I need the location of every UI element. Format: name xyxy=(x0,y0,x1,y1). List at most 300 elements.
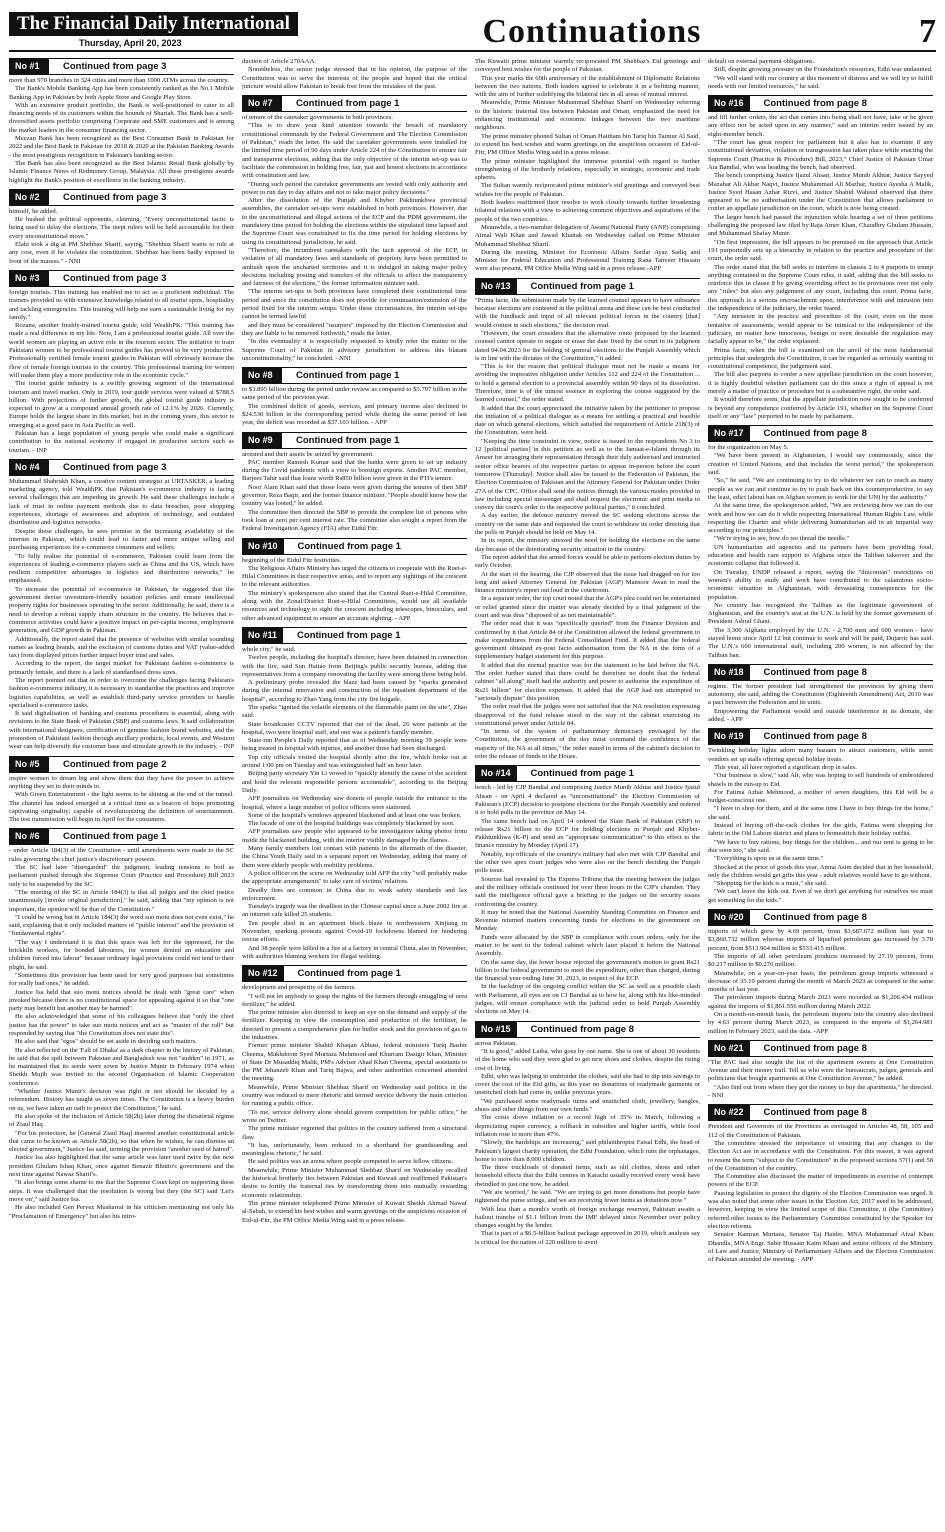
story-body xyxy=(475,58,700,274)
paragraph: arrested and their assets be seized by government. xyxy=(242,450,374,458)
paragraph: To increase the potential of e-commerce in Pakistan, he suggested that the government devise investment-friendly taxation policies and ensure intellectual property rights for businesses operating in the sector. Additionally, he said, there is a need to develop a robust supply chain structure in the country. He believes that e-commerce activities could have a positive impact on per-capita income, employment generation, and GDP growth in Pakistan. xyxy=(9,585,234,635)
story-header xyxy=(9,756,234,773)
paragraph: The larger bench had passed the injunction while hearing a set of three petitions challenging the proposed law filed by Raja Amer Khan, Chaudhry Ghulam Hussain, and Muhammad Shafay Munir. xyxy=(708,213,933,238)
paragraph: The prime minister telephoned Prime Minister of Kuwait Sheikh Ahmad Nawaf al-Sabah, to extend his best wishes and warm greetings on the auspicious occasion of Eid-ul-Fitr, the PM Office Media Wing said in a press release. xyxy=(242,1199,467,1224)
paragraph: development and prosperity of the farmers. xyxy=(242,984,356,992)
paragraph: "The court has great respect for parliament but it also has to examine if any constitutional deviation, violation or transgression has taken place while enacting the Supreme Court (Practice & Procedure) Bill, 2023," Chief Justice of Pakistan Umar Ata Bandial, who was heading the bench, had observed. xyxy=(708,139,933,171)
paragraph: It added that the court appreciated the initiative taken by the petitioner to propose the initiation of a political dialogue as a means for settling a practical and feasible date on which general elections, which satisfied the requirement of Article 218(3) of the Constitution, were held. xyxy=(475,404,700,437)
paragraph: That is part of a $6.5-billion bailout package approved in 2019, which analysts say is critical for the nation of 220 million to avert xyxy=(475,1230,700,1246)
paragraph: "During such period the caretaker governments are vested with only authority and power to run day to day affairs and not to take major policy decisions." xyxy=(242,180,467,196)
paragraph: The bill also purports to confer a new appellate jurisdiction on the court however, it is highly doubtful whether parliament can do this since a right of appeal is not merely a matter of practice or procedure but is a substantive right, the order said. xyxy=(708,371,933,395)
paragraph: The report added that the armed forces would be able to perform election duties by early October. xyxy=(475,553,700,570)
paragraph: The order stated that the bill seeks to interfere in clauses 2 to 4 purports to trump anything contained in the Supreme Court rules, it said, adding that the bill seeks to reinforce this in clause 8 by giving overriding effect to its provisions over not only any "rules" but also any judgement of any court, including this court. Prima facie, this approach is a serious encroachment upon, interference with and intrusion into the independence of the judiciary, the order feared. xyxy=(708,263,933,313)
story-header xyxy=(708,1040,933,1057)
paragraph: On a month-on-month basis, the petroleum imports into the country also declined by 4.63 percent during March 2023, as compared to the imports of $1,264.981 million in February 2023, said the data. -APP xyxy=(708,1010,933,1035)
paragraph: The Bank has also been recognized as the Best Islamic Retail Bank globally by Islamic Finance News of Redmoney Group, Malaysia. All these prestigious awards highlight the Bank's position of excellence in the banking industry. xyxy=(9,159,234,184)
paragraph: PAC member Ramesh Kumar said that the banks were given to set up industry during the Covid pandemic with a view to boostign exports. Another PAC member, Barjees Tahir said that loans worth Rs850 billion were given in the PTI's tenure. xyxy=(242,458,467,483)
paragraph: Sources had revealed to The Express Tribune that the meeting between the judges and the military officials continued for over three hours in the CJP's chamber. They said the intelligence official gave a briefing to the judges on the security issues confronting the country. xyxy=(475,875,700,908)
continued-from-label: Continued from page 3 xyxy=(63,191,167,203)
paragraph: In its report, the ministry stressed the need for holding the elections on the same day because of the deteriorating security situation in the country. xyxy=(475,537,700,553)
story xyxy=(708,909,933,1036)
paragraph: Instead of buying off-the-rack clothes for the girls, Fatima went shopping for fabric in the Old Lahore district and plans to homestitch their holiday outfits. xyxy=(708,822,933,838)
story-body xyxy=(9,208,234,266)
paragraph: "It is good," added Laiba, who goes by one name. She is one of about 30 residents of the home who said they were glad to get new shoes and clothes, despite the rising cost of living. xyxy=(475,1047,700,1072)
story xyxy=(708,95,933,421)
story-body xyxy=(242,58,467,91)
paragraph: Senator Kamran Murtaza, Senator Taj Haider, MNA Muhammad Afzal Khan Dhandla, MNA Engr. Sabir Hussain Kaim Khani and senior officers of the Ministry of Law and Justice, Ministry of Parliamentary Affairs and the Election Commission of Pakistan attended the meeting. - APP xyxy=(708,1231,933,1264)
story xyxy=(708,664,933,724)
story xyxy=(9,270,234,455)
paragraph: Deadly fires are common in China due to weak safety standards and lax enforcement. xyxy=(242,886,467,902)
story-number: No #4 xyxy=(9,460,49,475)
story-body xyxy=(475,297,700,762)
column-4 xyxy=(708,58,933,1530)
story-number: No #20 xyxy=(708,910,750,925)
paragraph: "Our business is slow," said Ali, who was hoping to sell hundreds of embroidered shawls in the run-up to Eid. xyxy=(708,772,933,788)
story-header xyxy=(242,432,467,449)
paragraph: The SC had later "disregarded" the judgment, leading tensions to boil as parliament pushed through the Supreme Court (Practice and Procedure) Bill 2023 only to be suspended by the SC. xyxy=(9,864,234,888)
paragraph: duction of Article 270AAA. xyxy=(242,58,316,65)
story xyxy=(242,538,467,623)
story-body xyxy=(242,386,467,427)
paragraph: "Any intrusion in the practice and procedure of the court, even on the most tentative of assessments, would appear to be inimical to the independence of the judiciary, no matter how innocuous, benign or even desirable the regulation may facially appear to be," the order explained. xyxy=(708,313,933,346)
paragraph: of tenure of the caretaker governments in both provinces. xyxy=(242,114,394,122)
paragraph: "Therefore, the incumbent caretakers with the tacit approval of the ECP, in violation of all mandatory laws and standards of propriety have been permitted to ambush upon the uncharted territories and it is indulged in taking major policy decisions including posting and transfers of the officials to affect the transparency and fairness of the elections," the former information minister said. xyxy=(242,246,467,288)
story-body xyxy=(9,847,234,1220)
page-number: 7 xyxy=(918,13,936,50)
story xyxy=(9,459,234,752)
paragraph: The prime minister highlighted the immense potential with regard to further strengthening of the brotherly relations, especially in strategic, economic and trade spheres. xyxy=(475,157,700,182)
story xyxy=(9,189,234,266)
story xyxy=(708,1104,933,1264)
paragraph: "However, the court considers that the alternative route proposed by the learned counsel cannot operate to negate or erase the date fixed by the court in its judgment dated 04.04.2023 for the holding of general elections to the Punjab Assembly which is in line with the dictates of the Constitution," it added. xyxy=(475,329,700,362)
story-number: No #18 xyxy=(708,665,750,680)
paragraph: The petroleum imports during March 2023 were recorded as $1,206.434 million against the imports of $1,861.556 million during March 2022. xyxy=(708,994,933,1010)
paragraph: The combined deficit of goods, services, and primary income also declined to $24.530 billion in the corresponding period while during the same period of last year, the deficit was recorded at $37.103 billion. - APP xyxy=(242,402,467,427)
paragraph: Muhammad Shahrukh Khan, a creative content strategist at URTASKER, a leading marketing agency, told WealthPK that Pakistan's e-commerce industry is facing several challenges that are impeding its growth. He said these challenges include a lack of trust in online payment methods due to data breaches, poor shopping experiences, shortage of awareness and adoption of technology, and outdated distribution and logistics networks. xyxy=(9,477,234,527)
paragraph: Beijing party secretary Yin Li vowed to "quickly identify the cause of the accident and hold the relevant responsible persons accountable", according to the Beijing Daily. xyxy=(242,770,467,794)
paragraph: inspire women to dream big and show them that they have the power to achieve anything they set to their minds to. xyxy=(9,774,234,790)
story xyxy=(242,432,467,534)
story-header xyxy=(9,270,234,287)
paragraph: bench - led by CJP Bandial and comprising Justice Munib Akhtar and Justice Ijazul Ahsan - on April 4 declared as "unconstitutional" the Election Commission of Pakistan's (ECP) decision to postpone elections for the Punjab Assembly and ordered it to hold polls in the province on May 14. xyxy=(475,784,700,817)
paragraph: Additionally, the report stated that the presence of websites with similar sounding names as leading brands, and the exclusion of customs duties and VAT (value-added tax) from displayed prices further impact buyer trust and sales. xyxy=(9,635,234,660)
paragraph: "We can't leave the kids out. Even if we don't get anything for ourselves we must get something for the kids." xyxy=(708,888,933,904)
paragraph: In a separate order, the top court noted that the AGP's plea could not be entertained or relief granted since the matter was already decided by a final judgment of the court and was thus "disposed of as not maintainable". xyxy=(475,595,700,619)
paragraph: "On first impression, the bill appears to be premised on the approach that Article 191 purportedly sets up a hierarchy in relation to the practice and procedure of the court, the order said. xyxy=(708,238,933,263)
paragraph: In the backdrop of the ongoing conflict within the SC as well as a possible clash with Parliament, all eyes are on CJ Bandial as to how he, along with his like-minded judges, will ensure compliance with the judicial order to hold Punjab Assembly elections on May 14. xyxy=(475,983,700,1016)
paragraph: "The meeting of the SC in Article 184(3) is that all judges and the chief justice unanimously [invoke original jurisdiction]," he said, adding that "my opinion is not important, the opinion will be that of the Constitution." xyxy=(9,888,234,913)
story xyxy=(9,58,234,185)
paragraph: During the meeting, Minister for Economic Affairs Sardar Ayaz Sadiq and Minister for Federal Education and Professional Training Rana Tanveer Hussain were also present, PM Office Media Wing said in a press release.-APP xyxy=(475,248,700,273)
paragraph: Pakistan has a large population of young people who could make a significant contribution to the national economy if engaged in productive sectors such as tourism. - INP xyxy=(9,429,234,454)
story-header xyxy=(708,728,933,745)
continued-from-label: Continued from page 2 xyxy=(63,758,167,770)
paragraph: "I have to shop for them, and at the same time I have to buy things for the home," she said. xyxy=(708,805,933,821)
paragraph: A preliminary probe revealed the blaze had been caused by "sparks generated during the internal renovation and construction of the inpatient department of the hospital", according to Zhao Yang from the city fire brigade. xyxy=(242,679,467,703)
paragraph: Ten people died in an apartment block blaze in northwestern Xinjiang in November, sparking protests against Covid-19 lockdowns blamed for hindering rescue efforts. xyxy=(242,919,467,944)
paragraph: The 3,300 Afghans employed by the U.N. - 2,700 men and 600 women - have stayed home since April 12 but continue to work and will be paid, Dujarric has said. The U.N.'s 600 international staff, including 200 women, is not affected by the Taliban ban. xyxy=(708,626,933,659)
continued-from-label: Continued from page 8 xyxy=(763,1107,867,1119)
continued-from-label: Continued from page 1 xyxy=(297,629,401,641)
story xyxy=(475,278,700,762)
story-header xyxy=(708,1104,933,1121)
paragraph: The order read that it was "specifically queried" from the Finance Division and confirmed by it that Article 84 of the Constitution allowed the federal government to make expenditures from the Federal Consolidated Fund. It added that the federal government obtained ex-post facto authorisation from the NA in the form of a supplementary budget statement for this purpose. xyxy=(475,620,700,661)
paragraph: President and Governors of the Provinces as envisaged in Articles 48, 58, 105 and 112 of the Constitution of Pakistan. xyxy=(708,1123,933,1139)
paper-name: The Financial Daily International xyxy=(9,12,298,36)
paragraph: On Tuesday, UNDP released a report, saying the "draconian" restrictions on women's ability to study and work have contributed to the calamitous socio-economic situation in Afghanistan, with devastating consequences for the population. xyxy=(708,568,933,601)
story-body xyxy=(708,114,933,421)
paragraph: for the organization on May 5. xyxy=(708,444,789,452)
paragraph: Meezan Bank has been recognized as the Best Consumer Bank in Pakistan for 2022 and the Best Bank in Pakistan for 2018 & 2020 at the Pakistan Banking Awards - the most prestigious recognition in Pakistan's banking sector. xyxy=(9,135,234,159)
paragraph: "To me, service delivery alone should govern competition for public office," he wrote on Twitter. xyxy=(242,1108,467,1124)
paragraph: whole city," he said. xyxy=(242,645,296,653)
paragraph: "To fully realise the potential of e-commerce, Pakistan could learn from the experiences of leading e-commerce players such as China and the US, which have resilient competitive advantages in logistics and distribution networks," he emphasised. xyxy=(9,552,234,585)
story xyxy=(475,58,700,274)
paragraph: Rozana, another freshly-trained tourist guide, told WealthPK: "This training has made a real difference in my life. Now, I am a professional tourist guide. All over the world women are playing an active role in the tourism sector. The initiative to train Pakistani women to be professional tourist guides has proved to be very productive. Professionally certified female tourist guides in Pakistan will obviously increase the flow of female foreign tourists to the country. This professional training for women will make them play a more productive role in the economic cycle." xyxy=(9,322,234,379)
paragraph: "The way I understand it is that this space was left for the oppressed, for the brickkiln workers, for bonded labourers, for women denied an education and children forced into labour" because ordinary legal provisions could not tend to their plight, he said. xyxy=(9,938,234,971)
story-body xyxy=(242,984,467,1225)
paragraph: more than 970 branches in 324 cities and more than 1000 ATMs across the country. xyxy=(9,77,229,84)
story-header xyxy=(9,58,234,75)
paragraph: "This is to draw your kind attention towards the breach of mandatory constitutional commands by the Federal Government and The Election Commission of Pakistan," reads the letter. He said the caretaker governments were installed for the limited time period of 90 days under Article 224 of the Constitution to ensure fair and transparent elections, adding that the only objective of the interim set-up was to facilitate the commission in holding free, fair, just and honest elections in accordance with constitution and law. xyxy=(242,122,467,180)
story-number: No #16 xyxy=(708,96,750,111)
paragraph: Meanwhile, a two-member delegation of Awami National Party (ANP) comprising Aimal Wali Khan and Jawad Khattak on Wednesday called on Prime Minister Muhammad Shehbaz Sharif. xyxy=(475,223,700,248)
story xyxy=(242,367,467,427)
story-body xyxy=(475,1040,700,1247)
continued-from-label: Continued from page 8 xyxy=(763,912,867,924)
paragraph: He also said that "egos" should be set aside in deciding such matters. xyxy=(15,1038,197,1046)
paragraph: Still, despite growing pressure on the Foundation's resources, Edhi was undaunted. xyxy=(714,66,933,74)
paragraph: beginning of the Eidul Fitr festivities. xyxy=(242,556,342,564)
paragraph: "In terms of the system of parliamentary democracy envisaged by the Constitution, the government of the day must command the confidence of the majority of the NA at all times," the order stated in terms of the cabinet's decision to refer the release of funds to the House. xyxy=(475,728,700,761)
masthead xyxy=(9,6,936,52)
story-header xyxy=(242,538,467,555)
story xyxy=(475,765,700,1016)
story-number: No #17 xyxy=(708,426,750,441)
paragraph: Nonetheless, the senior judge stressed that in his opinion, the purpose of the Constitution was to serve the interests of the people and hoped that the critical juncture would allow Pakistan to break free from the mistakes of the past. xyxy=(242,66,467,90)
story-body xyxy=(708,683,933,724)
paragraph: The prime minister also directed to keep an eye on the demand and supply of the fertilizer. Keeping in view the consumption and production of the fertilizer, he directed to present a comprehensive plan for buffer stock and the provision of gas to the industries. xyxy=(242,1009,467,1041)
story-header xyxy=(475,1021,700,1038)
paragraph: "We purchased some readymade items and unstitched cloth, jewellery, bangles, shoes and other things from our own funds." xyxy=(475,1097,700,1114)
paragraph: The crisis drove inflation to a record high of 35% in March, following a depreciating rupee currency, a rollback in subsidies and higher tariffs, while food inflation rose to more than 47%. xyxy=(475,1114,700,1138)
paragraph: He said politics was an arena where people competed to serve fellow citizens. xyxy=(248,1158,454,1166)
paragraph: Shocked at the price of goods this year, Amna Asim decided that in her household, only the children would get gifts this year - adult relatives would have to go without. xyxy=(708,863,933,879)
paragraph: Twinkling holiday lights adorn many bazaars to attract customers, while street vendors set up stalls offering special holiday treats. xyxy=(708,747,933,763)
paragraph: The prime minister phoned Sultan of Oman Haitham bin Tariq bin Taimur Al Said, to extend his best wishes and warm greetings on the auspicious occasion of Eid-ul-Fitr, PM Office Media Wing said in a press release. xyxy=(475,132,700,157)
continued-from-label: Continued from page 1 xyxy=(530,280,634,292)
paragraph: The Sultan warmly reciprocated prime minister's eid greetings and conveyed best wishes for the people of Pakistan. xyxy=(475,182,700,198)
paragraph: After the dissolution of the Punjab and Khyber Pakhtunkhwa provincial assemblies, the caretaker set-ups were established in both provinces. However, due to the unconstitutional and illegal actions of the ECP and the PDM government, the mandatory time period for holding the elections within the stipulated time lapsed and the Supreme Court was constrained to fix the time period for holding elections by using its constitutional jurisdiction, he said. xyxy=(242,197,467,246)
paragraph: himself, he added. xyxy=(9,207,58,215)
paragraph: Many family members lost contact with patients in the aftermath of the disaster, the China Youth Daily said in a separate report on Wednesday, adding that many of them were elderly people with mobility problems. xyxy=(242,845,467,869)
story xyxy=(475,1021,700,1247)
continued-from-label: Continued from page 8 xyxy=(763,666,867,678)
paragraph: "Sometimes this provision has been used for very good purposes but sometimes for really bad ones," he added. xyxy=(9,971,234,988)
paragraph: Notably, top officials of the country's military had also met with CJP Bandial and the other two apex court judges who were also on the bench deciding the Punjab polls issue. xyxy=(475,850,700,875)
story-number: No #1 xyxy=(9,59,49,74)
paragraph: imports of which grew by 4.69 percent, from $3,687.672 million last year to $3,860.732 million whereas imports of liquefied petroleum gas increased by 3.78 percent, from $513.964 million to $533.415 million. xyxy=(708,928,933,952)
column-3 xyxy=(475,58,700,1530)
column-2 xyxy=(242,58,467,1530)
story xyxy=(242,95,467,363)
paragraph: The sparks "ignited the volatile elements of the flammable paint on the site", Zhao said. xyxy=(242,704,467,720)
continued-from-label: Continued from page 8 xyxy=(763,428,867,440)
paragraph: On the same day, the lower house rejected the government's motion to grant Rs21 billion to the federal government to meet the expenditure, other than charged, during the financial year ending June 30, 2023, in respect of the ECP. xyxy=(475,958,700,983)
story xyxy=(242,58,467,91)
paragraph: Justice Isa also highlighted that the same article was later used twice by the next president Ghulam Ishaq Khan, once against Benazir Bhutto's government and the next time against Nawaz Sharif's. xyxy=(9,1154,234,1179)
story-number: No #3 xyxy=(9,271,49,286)
paragraph: "I could be wrong but in Article 184(3) the word suo motu does not even exist," he said, explaining that it only included matters of "public interest" and the provision of "fundamental rights". xyxy=(9,913,234,938)
story xyxy=(242,627,467,961)
story-header xyxy=(242,627,467,644)
paragraph: "We have to buy rations, buy things for the children... and our rent is going to be due soon too," she said. xyxy=(708,838,933,854)
paragraph: "Slowly, the hardships are increasing," said philanthropist Faisal Edhi, the head of Pakistan's largest charity operation, the Edhi Foundation, which runs the orphanages, home to more than 8,000 children. xyxy=(475,1139,700,1163)
continued-from-label: Continued from page 8 xyxy=(763,98,867,110)
continued-from-label: Continued from page 1 xyxy=(296,98,400,110)
paragraph: With an extensive product portfolio, the Bank is well-positioned to cater to all financing needs of its customers within the bounds of Shariah. The Bank has a well-diversified assets portfolio comprising Corporate and SME customers and is among the market leaders in the consumer financing sector. xyxy=(9,101,234,134)
paragraph: It would therefore seem, that the appellate jurisdiction now sought to be conferred is beyond any competence conferred by Article 191, whether on the Supreme Court itself or any "law" purported to be made by parliament. xyxy=(708,396,933,420)
paragraph: "Shopping for the kids is a must," she said. xyxy=(714,880,828,888)
story-header xyxy=(708,95,933,112)
story-body xyxy=(242,451,467,534)
paragraph: With less than a month's worth of foreign exchange reserves, Pakistan awaits a bailout tranche of $1.1 billion from the IMF delayed since November over policy changes sought by the lender. xyxy=(475,1205,700,1230)
paragraph: Meanwhile, Prime Minister Muhammad Shehbaz Sharif on Wednesday referring to the historic fraternal ties between Pakistan and Oman, emphasized the need for enhancing institutional and economic linkages between the two maritime neighbours. xyxy=(475,99,700,132)
paragraph: regime. The former president had strengthened the provinces by giving them autonomy, she said, adding the Constitution (Eighteenth Amendment) Act, 2010 was a pact between the Federation and its units. xyxy=(708,682,933,707)
story-number: No #10 xyxy=(242,539,284,554)
continued-from-label: Continued from page 8 xyxy=(530,1023,634,1035)
story-number: No #6 xyxy=(9,829,49,844)
paragraph: "Whether Justice Munir's decision was right or not should be decided by a referendum. History has taught us seven times. The Constitution is a heavy burden on us, we have taken an oath to protect the Constitution," he said. xyxy=(9,1088,234,1112)
paragraph: This year marks the 60th anniversary of the establishment of Diplomatic Relations between the two nations. Both leaders agreed to celebrate it in a befitting manner, with the aim of further solidifying the bilateral ties in all areas of mutual interest. xyxy=(475,74,700,99)
story-body xyxy=(708,1123,933,1264)
paragraph: The order read that the judges were not satisfied that the NA resolution expressing disapproval of the fund release stood in the way of the cabinet exercising its constitutional power under Article 84. xyxy=(475,703,700,727)
story-body xyxy=(708,444,933,660)
masthead-left xyxy=(9,12,298,50)
paragraph: Noor Alam Khan said that those loans were given during the tenures of then SBP governor, Reza Baqir, and the former finance minister. "People should know how the country was looted," he added. xyxy=(242,483,467,508)
story-body xyxy=(242,646,467,961)
continued-from-label: Continued from page 8 xyxy=(763,731,867,743)
story xyxy=(708,58,933,91)
paragraph: The committee then directed the SBP to provide the complete list of persons who took loan at zero per cent interest rate. The committee also sought a report from the Federal Investigation Agency (FIA) after Eidul Fitr. xyxy=(242,508,467,533)
paragraph: to $3.895 billion during the period under review as compared to $3.797 billion in the same period of the previous year. xyxy=(242,386,467,402)
paragraph: "We're trying to see, how do we thread the needle." xyxy=(714,535,850,543)
paragraph: Twelve people, including the hospital's director, have been detained in connection with the fire, said Sun Haitao from Beijing's public security bureau, adding that representatives from a company renovating the facility were among those being held. xyxy=(242,654,467,678)
paragraph: Some of the hospital's windows appeared blackened and at least one was broken. xyxy=(248,811,462,819)
story-header xyxy=(9,828,234,845)
story-header xyxy=(242,965,467,982)
story-body xyxy=(9,775,234,825)
paragraph: Former prime minister Shahid Khaqan Abbasi, federal ministers Tariq Bashir Cheema, Makhdoom Syed Murtaza Mehmood and Khurram Dastgir Khan, Minister of State Dr Musaddiq Malik, PM's Adviser Ahad Khan Cheema, special assistants to the PM Jehanzeb Khan and Tariq Bajwa, and other authorities concerned attended the meeting. xyxy=(242,1042,467,1083)
paragraph: "We are worried," he said. "We are trying to get more donations but people have tightened the purse strings, and we are receiving fewer items as donations now." xyxy=(475,1189,700,1205)
paragraph: According to the report, the target market for Pakistani fashion e-commerce is primarily female, and there is a lack of standardised dress sizes. xyxy=(9,660,234,676)
paragraph: "It has, unfortunately, been reduced to a shorthand for grandstanding and meaningless rhetoric," he said. xyxy=(242,1141,467,1158)
paragraph: At the same time, the spokesperson added, "We are reviewing how we can do our work and how we can do it while respecting International Human Rights Law, while respecting the Charter and while delivering humanitarian aid in an impartial way according to our principles." xyxy=(708,502,933,535)
paragraph: At the start of the hearing, the CJP observed that the issue had dragged on for too long and asked Attorney General for Pakistan (AGP) Mansoor Awan to read the finance ministry's report out loud in the courtroom. xyxy=(475,570,700,595)
story-header xyxy=(475,278,700,295)
paragraph: The Bank's Mobile Banking App has been consistently ranked as the No.1 Mobile Banking App in Pakistan by both Apple Store and Google Play Store. xyxy=(9,85,234,101)
story-body xyxy=(475,784,700,1016)
paragraph: He also included Gen Pervez Musharraf in his criticism mentioning not only his "Proclamation of Emergency" but also his intro- xyxy=(9,1204,234,1220)
paragraph: "It also brings some shame to me that the Supreme Court kept on supporting these steps. It was challenged that the resolution is wrong but they (the SC) said 'Let's move on'," said Justice Isa. xyxy=(9,1179,234,1203)
paragraph: "Prima facie, the submission made by the learned counsel appears to have substance because elections are contested in the political arena and these can be best conducted with the fundback and input of all relevant political forces in the country [that] would contest in such elections," the decision read. xyxy=(475,296,700,329)
continued-from-label: Continued from page 1 xyxy=(63,831,167,843)
column-1 xyxy=(9,58,234,1530)
paragraph: The three truckloads of donated items, such as old clothes, shoes and other household effects that the Edhi centres in Karachi usually received every week have dwindled to just one now, he added. xyxy=(475,1164,700,1188)
paragraph: A day earlier, the defence ministry moved the SC seeking elections across the country on the same date and requested the court to withdraw its order directing that the polls in Punjab should be held on May 14. xyxy=(475,512,700,537)
paragraph: The Religious Affairs Ministry has urged the citizens to cooperate with the Ruet-e-Hilal Committees in their respective areas, and to report any sightings of the crescent to the relevant authorities. xyxy=(242,564,467,589)
story-body xyxy=(708,58,933,91)
story-header xyxy=(9,459,234,476)
story-number: No #9 xyxy=(242,433,282,448)
paragraph: "This is for the reason that political dialogue must not be made a means for avoiding the imperative obligation under Articles 112 and 224 of the Constitution ... to hold a general election to a provincial assembly within 90 days of its dissolution. Therefore, time is of the utmost essence in exploring the course suggested by the learned counsel," the order stated. xyxy=(475,363,700,404)
paragraph: No country has recognized the Taliban as the legitimate government of Afghanistan, and the country's seat at the U.N. is held by the former government of President Ashraf Ghani. xyxy=(708,601,933,626)
story-number: No #5 xyxy=(9,757,49,772)
paragraph: foreign tourists. This training has enabled me to act as a proficient individual. The trainers provided us with extensive knowledge related to all tourist spots, hospitality and tackling emergencies. This training will help me earn a sustainable living for my family." xyxy=(9,288,234,321)
paragraph: And 38 people were killed in a fire at a factory in central China, also in November, with authorities blaming workers for illegal welding. xyxy=(242,944,467,960)
story-body xyxy=(9,289,234,455)
paragraph: "The interim set-ups in both provinces have completed their constitutional time period and since the constitution does not provide for continuation/extension of the period fixed for the interim setups. Under these circumstances, the interim set-ups cannot be termed lawful xyxy=(242,288,467,321)
paragraph: Both leaders reaffirmed their resolve to work closely towards further broadening bilateral relations with a view to achieving common objectives and aspirations of the people of the two countries. xyxy=(475,199,700,223)
story-number: No #8 xyxy=(242,368,282,383)
continued-from-label: Continued from page 1 xyxy=(530,768,634,780)
paragraph: Meanwhile, on a year-on-year basis, the petroleum group imports witnessed a decrease of 35.19 percent during the month of March 2023 as compared to the same months of last year. xyxy=(708,969,933,994)
story-number: No #11 xyxy=(242,628,283,643)
paragraph: Despite these challenges, he sees promise in the increasing availability of the internet in Pakistan, which could lead to faster and more unique selling and purchasing experiences for e-commerce consumers and sellers. xyxy=(9,527,234,552)
paragraph: State-run People's Daily reported that as of Wednesday morning 39 people were being treated in hospital with injuries, and another three had been discharged. xyxy=(242,737,467,753)
story-body xyxy=(242,114,467,363)
columns xyxy=(9,58,936,1530)
story-number: No #19 xyxy=(708,729,750,744)
paragraph: "We will stand with our country at this moment of distress and we will try to fulfill needs with our limited resources," he said. xyxy=(708,74,933,90)
story-number: No #21 xyxy=(708,1041,750,1056)
story-body xyxy=(708,1059,933,1100)
paragraph: Edhi, who was helping to embroider the clothes, said she had to dip into savings to cover the cost of the Eid gifts, as this year no donations of readymade garments or unstitched cloth had come in, unlike previous years. xyxy=(475,1072,700,1097)
issue-date: Thursday, April 20, 2023 xyxy=(79,38,182,48)
paragraph: AFP journalists on Wednesday saw dozens of people outside the entrance to the hospital, where a large number of police officers were stationed. xyxy=(242,795,467,811)
paragraph: The Kuwaiti prime minister warmly reciprocated PM Shehbaz's Eid greetings and conveyed best wishes for the people of Pakistan. xyxy=(475,58,700,74)
paragraph: - under Article 184(3) of the Constitution - until amendments were made to the SC rules governing the chief justice's discretionary powers. xyxy=(9,847,234,863)
story-number: No #15 xyxy=(475,1022,517,1037)
paragraph: "We have been present in Afghanistan, I would say continuously, since the creation of United Nations, and that includes the worst period," the spokesperson said. xyxy=(708,452,933,477)
story xyxy=(9,756,234,825)
paragraph: Justice Isa held that suo motu notices should be dealt with "great care" when invoked because there is no constitutional space for appealing against it so that "one party may benefit but another may be harmed". xyxy=(9,988,234,1013)
paragraph: The facade of one of the hospital buildings was completely blackened by soot. xyxy=(248,820,455,828)
paragraph: The Committee also discussed the matter of impediments in exercise of contempt powers of the ECP. xyxy=(708,1173,933,1189)
story-header xyxy=(708,664,933,681)
story-number: No #7 xyxy=(242,96,282,111)
story-body xyxy=(242,557,467,623)
paragraph: It said digitalisation of banking and customs procedures is essential, along with revisions to the State Bank of Pakistan (SBP) and customs laws. It said collaboration with international designers, certification of genuine fashion brand websites, and the promotion of Pakistani fashion through ancillary products, local events, and Western wear can help diversify the customer base and stimulate growth in the industry. - INP xyxy=(9,710,234,751)
story-number: No #22 xyxy=(708,1105,750,1120)
paragraph: "The PAC had also sought the list of the apartment owners at One Constitution Avenue and their money trail. Tell us who were the bureaucrats, judges, generals and politicians that bought apartments at One Constitution Avenue," he added. xyxy=(708,1058,933,1083)
paragraph: He also reflected on the 'Fall of Dhaka' as a dark chapter in the history of Pakistan, he said that the spilt between Pakistan and Bangladesh was not "sudden" in 1971, as he maintained that its seeds were sown by Justice Munir in February 1974 when Sheikh Mujib was invited to the second Organisation of Islamic Cooperation conference. xyxy=(9,1046,234,1087)
story-header xyxy=(708,909,933,926)
paragraph: "Everything is upon us at the same time." xyxy=(714,855,824,863)
paragraph: AFP journalists saw people who appeared to be investigators taking photos from inside the blackened building, with the interior visibly damaged by the flames. xyxy=(242,828,467,844)
paragraph: For Fatima Azhar Mehmood, a mother of seven daughters, this Eid will be a budget-conscious one. xyxy=(708,788,933,805)
story xyxy=(708,1040,933,1100)
continued-from-label: Continued from page 1 xyxy=(297,968,401,980)
story xyxy=(9,828,234,1220)
paragraph: Funds were allocated by the SBP in compliance with court orders, only for the matter to be sent to the federal cabinet which later placed it before the National Assembly. xyxy=(475,933,700,958)
paragraph: The bench comprising Justice Ijazul Ahsan, Justice Munib Akhtar, Justice Sayyed Mazahar Ali Akbar Naqvi, Justice Muhammad Ali Mazhar, Justice Ayesha A Malik, Justice Syed Hasan Azhar Rizvi, and Justice Shahid Waheed observed that there appeared to be no authorisation under the Constitution that allows parliament to confer an appellate jurisdiction on the court, which is now being created. xyxy=(708,172,933,213)
story-number: No #13 xyxy=(475,279,517,294)
paragraph: The imports of all other petroleum products increased by 27.19 percent, from $0.217 million to $0.276 million. xyxy=(708,952,933,969)
continued-from-label: Continued from page 3 xyxy=(63,61,167,72)
paragraph: He also spoke of the inclusion of Article 58(2b) later during the dictatorial regime of Ziaul Haq. xyxy=(9,1112,234,1129)
paragraph: Meanwhile, Prime Minister Shehbaz Sharif on Wednesday said politics in the country was reduced to mere rhetoric and termed service delivery the main criterion for running a public office. xyxy=(242,1083,467,1108)
paragraph: This year, all have reported a significant drop in sales. xyxy=(714,763,857,771)
paragraph: "I will not let anybody to grasp the rights of the farmers through smuggling of urea fertilizer," he added. xyxy=(242,992,467,1008)
paragraph: With Green Entertainment - the light seems to be shining at the end of the tunnel. The channel has indeed emerged at a critical time as a beacon of hope promoting captivating originality; capable of revolutionizing the definition of entertainment. The test transmission will begin in April for the consumers. xyxy=(9,791,234,824)
paragraph: It may be noted that the National Assembly Standing Committee on Finance and Revenue returned matters concerning funds for elections to the government on Monday. xyxy=(475,908,700,933)
story-number: No #14 xyxy=(475,766,517,781)
paragraph: State broadcaster CCTV reported that out of the dead, 26 were patients at the hospital, two were hospital staff, and one was a patient's family member. xyxy=(242,720,467,736)
story-body xyxy=(9,77,234,185)
story-header xyxy=(242,367,467,384)
paragraph: "In this eventuality it is respectfully requested to kindly refer the matter to the Supreme Court of Pakistan in advisory jurisdiction to address this blatant unconstitutionality," he concluded. - NNI xyxy=(242,338,467,362)
paragraph: and they must be considered "usurpers" imposed by the Election Commission and they are liable to be removed forthwith," reads the letter. xyxy=(242,321,467,337)
story xyxy=(242,965,467,1225)
paragraph: It added that the normal practice was for the statement to be laid before the NA. The order further stated that there could be therefore no doubt that the federal cabinet "all along" itself had the authority and power to authorise the expenditure of Rs21 billion" for election expenses. It added that the AGP had not attempted to "seriously dispute" this position. xyxy=(475,661,700,702)
story-body xyxy=(708,747,933,905)
paragraph: Empowering the Parliament would and outside interference in its domain, she added. - APP xyxy=(708,707,933,724)
paragraph: "For his protection, he [General Ziaul Haq] inserted another constitutional article that came to be known as Article 58(2b), so that when he wishes, he can dismiss an elected government," Justice Isa said, terming the provision "another seed of hatred". xyxy=(9,1129,234,1154)
paragraph: Elahi took a dig at PM Shehbaz Sharif, saying, "Shehbaz Sharif wants to rule at any cost, even if he violates the constitution. Shehbaz has been badly exposed in front of the masses." - NNI xyxy=(9,241,234,265)
paragraph: A police officer on the scene on Wednesday told AFP the city "will probably make the appropriate arrangements" to take care of victims' relatives. xyxy=(242,869,467,886)
continued-from-label: Continued from page 8 xyxy=(763,1042,867,1054)
paragraph: Top city officials visited the hospital shortly after the fire, which broke out at around 1:00 pm on Tuesday and was extinguished half an hour later. xyxy=(242,753,467,770)
paragraph: Meanwhile, Prime Minister Muhammad Shehbaz Sharif on Wednesday recalled the historical brotherly ties between Pakistan and Kuwait and reaffirmed Pakistan's desire to fortify the fraternal ties by transforming them into mutually rewarding economic relationship. xyxy=(242,1166,467,1199)
continued-from-label: Continued from page 1 xyxy=(296,370,400,382)
paragraph: across Pakistan. xyxy=(475,1039,518,1047)
continued-from-label: Continued from page 1 xyxy=(296,434,400,446)
paragraph: Passing legislation to protect the dignity of the Election Commission was urged. It was also noted that some other issues in the Election Act, 2017 need to be addressed, however, keeping in view the limited scope of this Committee, it (the Committee) referred other issues to the Parliamentary Committee constituted by the Speaker for election reforms. xyxy=(708,1189,933,1230)
paragraph: The same bench had on April 14 ordered the State Bank of Pakistan (SBP) to release Rs21 billion to the ECP for holding elections in Punjab and Khyber-Pakhtunkhwa (K-P) and send an "appropriate communication" to this effect to the finance ministry by Monday (April 17). xyxy=(475,817,700,850)
story-number: No #2 xyxy=(9,190,49,205)
paragraph: "Also find out from where they got the money to buy the apartments," he directed. - NNI xyxy=(708,1083,933,1100)
story-header xyxy=(475,765,700,782)
paragraph: UN humanitarian aid agencies and its partners have been providing food, education and health care support to Afghans since the Taliban takeover and the economic collapse that followed it. xyxy=(708,543,933,568)
story-number: No #12 xyxy=(242,966,284,981)
paragraph: The ministry's spokesperson also stated that the Central Ruet-e-Hilal Committee, along with the Zonal/District Ruet-e-Hilal Committees, would use all available resources and technology to sight the crescent including telescopes, binoculars, and other advanced equipment to ensure an accurate sighting. - APP xyxy=(242,589,467,622)
paragraph: default on external payment obligations. xyxy=(708,58,815,65)
story-body xyxy=(9,478,234,752)
paragraph: The tourist guide industry is a swiftly growing segment of the international tourism and travel market. Only in 2019, tour guide services were valued at $788.5 billion. With projections of further growth, the global tourist guide industry is expected to grow at a compound annual growth rate of 12.1% by 2026. Currently, Europe holds the largest share in this market, but in the coming years, this sector is emerging at a good pace in Asia Pacific as well. xyxy=(9,380,234,429)
story xyxy=(708,425,933,660)
story xyxy=(708,728,933,905)
story-header xyxy=(9,189,234,206)
story-header xyxy=(708,425,933,442)
paragraph: Prima facie, when the bill is examined on the anvil of the most fundamental principles that undergirds the Constitution, it can be regarded as seriously wanting in constitutional competence, the judgement said. xyxy=(708,346,933,371)
paragraph: "So," he said, "We are continuing to try to do whatever we can to reach as many people as we can and continue to try to push back on this counterproductive, to say the least, edict (about ban on Afghan women to work for the UN) by the authority." xyxy=(708,477,933,501)
paragraph: Tuesday's tragedy was the deadliest in the Chinese capital since a June 2002 fire at an internet cafe killed 25 students. xyxy=(242,903,467,919)
story-body xyxy=(708,928,933,1036)
continued-from-label: Continued from page 3 xyxy=(63,272,167,284)
continued-from-label: Continued from page 3 xyxy=(63,461,167,473)
paragraph: He also acknowledged that some of his colleagues believe that "only the chief justice has the power" to take suo motu notices and act as "master of the roll" but responded by saying that "the Constitution does not state this". xyxy=(9,1013,234,1037)
paragraph: The report pointed out that in order to overcome the challenges facing Pakistan's fashion e-commerce industry, it is necessary to standardise the practices and improve logistics capabilities, as well as establish third-party service providers to handle specialised e-commerce tasks. xyxy=(9,677,234,709)
paragraph: and fill further orders, the act that comes into being shall not have, take or be given any effect nor be acted upon in any manner," said an interim order issued by an eight-member bench. xyxy=(708,114,933,138)
paragraph: The prime minister regretted that politics in the country suffered from a structural flaw. xyxy=(242,1125,467,1141)
paragraph: "Keeping the time constraint in view, notice is issued to the respondents No 3 to 12 [political parties] in this petition as well as to the Jamaat-e-Islami through its Ameer for arranging their representation through their duly authorised and instructed senior office bearers of the respective parties to appear in-person before the court tomorrow [Thursday]. Notice shall also be issued to the Federation of Pakistan, the Election Commission of Pakistan and the Attorney General for Pakistan under Order 27A of the CPC. Office shall send the notices through the various modes provided in law including special messenger and shall request the electronic and print media to convey the court's order to the respective political parties," it concluded. xyxy=(475,437,700,512)
story-header xyxy=(242,95,467,112)
paragraph: The committee stressed the importance of ensuring that any changes to the Election Act are in accordance with the Constitution. For this reason, it was agreed to resent the term "subject to the Constitution" in the proposed sections 57(1) and 58 of the Constitution of the country. xyxy=(708,1139,933,1172)
continued-from-label: Continued from page 1 xyxy=(297,540,401,552)
section-title: Continuations xyxy=(482,13,702,50)
